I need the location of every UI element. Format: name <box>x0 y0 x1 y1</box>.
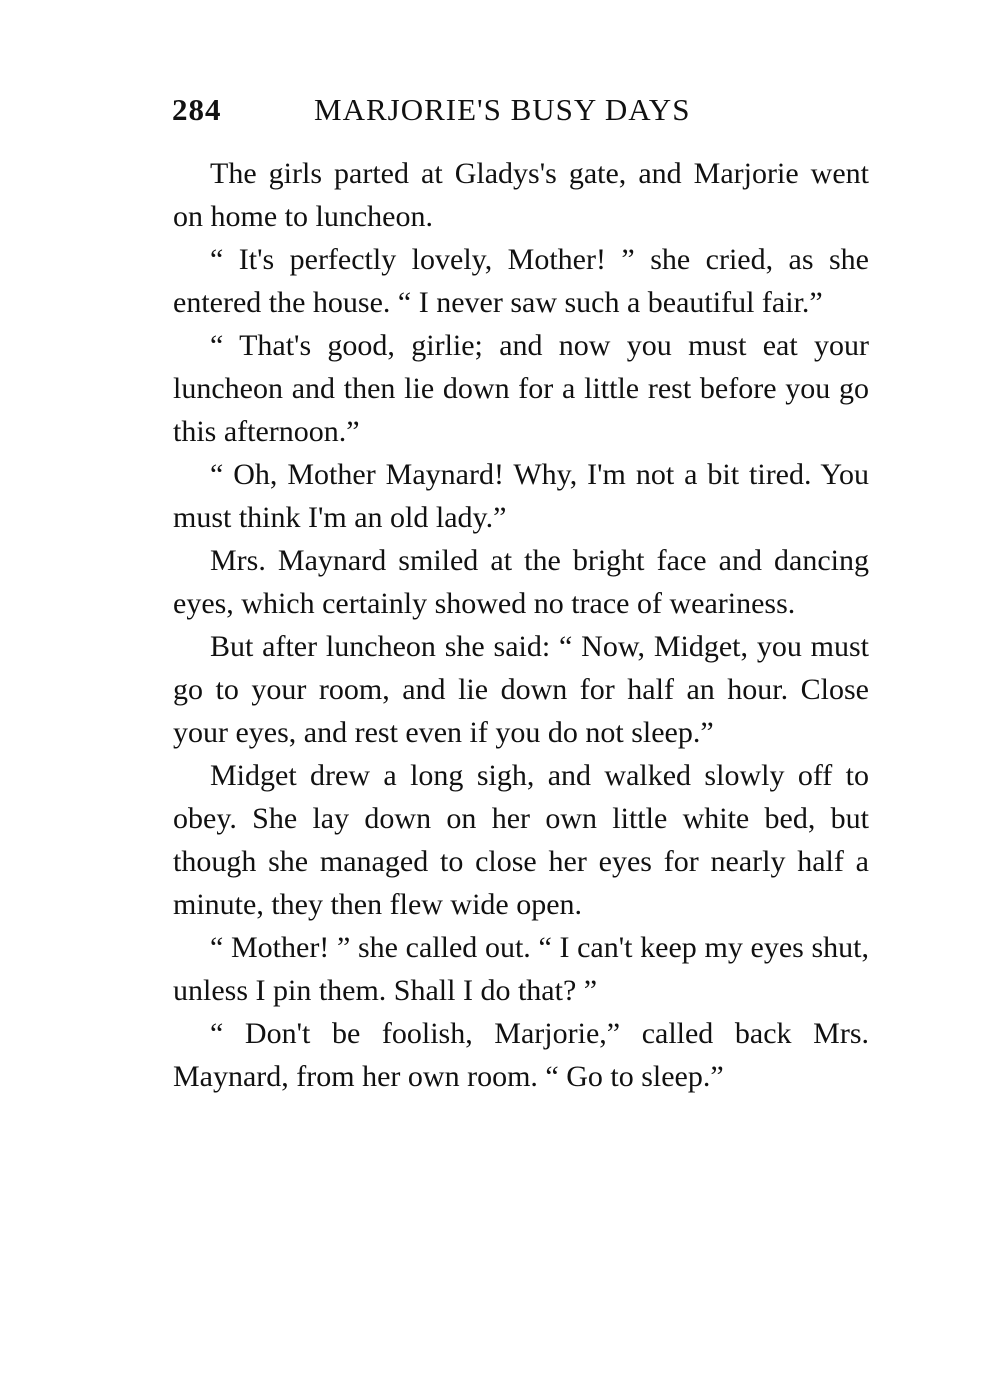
body-text <box>173 152 869 1098</box>
paragraph: Mrs. Maynard smiled at the bright face and dancing eyes, which certainly showed no trace of weariness. <box>173 544 869 620</box>
paragraph: “ That's good, girlie; and now you must eat your luncheon and then lie down for a little rest before you go this afternoon.” <box>173 329 869 448</box>
page-number: 284 <box>172 92 222 127</box>
paragraph: “ Oh, Mother Maynard! Why, I'm not a bit tired. You must think I'm an old lady.” <box>173 458 869 534</box>
paragraph: The girls parted at Gladys's gate, and Marjorie went on home to luncheon. <box>173 157 869 233</box>
running-title: MARJORIE'S BUSY DAYS <box>314 92 691 127</box>
page-header <box>172 92 752 132</box>
paragraph: Midget drew a long sigh, and walked slowly off to obey. She lay down on her own little white bed, but though she managed to close her eyes for nearly half a minute, they then flew wide open. <box>173 759 869 921</box>
paragraph: “ Don't be foolish, Marjorie,” called back Mrs. Maynard, from her own room. “ Go to sleep.” <box>173 1017 869 1093</box>
paragraph: “ Mother! ” she called out. “ I can't keep my eyes shut, unless I pin them. Shall I do that? ” <box>173 931 869 1007</box>
paragraph: But after luncheon she said: “ Now, Midget, you must go to your room, and lie down for half an hour. Close your eyes, and rest even if you do not sleep.” <box>173 630 869 749</box>
paragraph: “ It's perfectly lovely, Mother! ” she cried, as she entered the house. “ I never saw such a beautiful fair.” <box>173 243 869 319</box>
